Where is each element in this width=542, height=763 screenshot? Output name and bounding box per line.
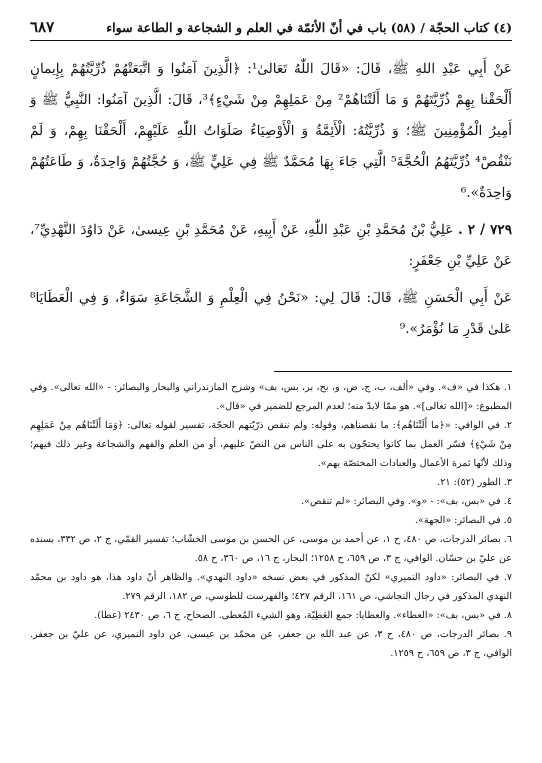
footnote: ٤. في «بس، بف»: - «و». وفي البصائر: «لم تنقص». xyxy=(301,496,512,507)
paragraph-text: عَنْ أَبِي عَبْدِ اللهِ ﷺ، قَالَ: «قَالَ اللّٰهُ تَعَالىٰ¹: ﴿الَّذِينَ آمَنُوا وَ اتَّبَعَتْهُمْ ذُرِّيَّتُهُمْ بِإِيمانٍ أَلْحَقْنا بِهِمْ ذُرِّيَّتَهُمْ وَ مَا أَلَتْنَاهُمْ² مِنْ عَمَلِهِمْ مِنْ شَيْءٍ﴾³، قَالَ: الَّذِينَ آمَنُوا: النَّبِيُّ ﷺ وَ أَمِيرُ الْمُؤْمِنِينَ ﷺ؛ وَ ذُرِّيَّتُهُ: الْأَئِمَّةُ وَ الْأَوْصِيَاءُ صَلَوَاتُ اللّٰهِ عَلَيْهِمْ، أَلْحَقْنَا بِهِمْ، وَ لَمْ نَنْقُصْ⁴ ذُرِّيَّتَهُمُ الْحُجَّةَ⁵ الَّتِي جَاءَ بِهَا مُحَمَّدٌ ﷺ فِي عَلِيٍّ ﷺ، وَ حُجَّتُهُمْ وَاحِدَةٌ، وَ طَاعَتُهُمْ وَاحِدَةٌ».⁶ xyxy=(30,61,513,201)
footnotes xyxy=(30,378,512,663)
footnote: ٧. في البصائر: «داود النميري» لكنّ المذكور في بعض نسخه «داود النهدي». والظاهر أنّ داود هذا، هو داود بن محمّد النهدي المذكور في رجال النجاشي، ص ١٦١، الرقم ٤٢٧؛ والفهرست للطوسي، ص ١٨٢، الرقم ٢٧٩. xyxy=(30,572,512,602)
footnote: ١. هكذا في «ف». وفي «ألف، ب، ج، ض، و، بح، بر، بس، بف» وشرح المازندراني والبحار والبصائر: - «الله تعالى». وفي المطبوع: «[الله تعالى]». هو ممّا لابدّ منه؛ لعدم المرجع للضمير في «قال». xyxy=(30,382,512,412)
footnote: ٦. بصائر الدرجات، ص ٤٨٠، ح ١، عن أحمد بن موسى، عن الحسن بن موسى الخشّاب؛ تفسير القمّي، ج ٢، ص ٣٣٢، بسنده عن عليّ بن حسّان. الوافي، ج ٣، ص ٦٥٩، ح ١٢٥٨؛ البحار، ج ١٦، ص ٣٦٠، ح ٥٨. xyxy=(30,534,513,564)
page-number: ٦٨٧ xyxy=(30,18,55,36)
footnote: ٨. في «بس، بف»: «العطاء». والعطايا: جمع العَطِيّة، وهو الشيء المُعطى. الصحاح، ج ٦، ص ٢٤٣٠ (عطا). xyxy=(94,610,512,621)
main-text xyxy=(30,54,512,345)
running-head: (٤) كتاب الحجّة / (٥٨) باب في أنّ الأئمّة في العلم و الشجاعة و الطاعة سواء xyxy=(106,19,512,35)
hadith-paragraph xyxy=(30,54,512,209)
footnote: ٩. بصائر الدرجات، ص ٤٨٠، ح ٣، عن عبد الله بن جعفر، عن محمّد بن عيسى، عن داود النميري، عن عليّ بن جعفر. الوافي، ج ٣، ص ٦٥٩، ح ١٢٥٩. xyxy=(30,629,513,659)
footnote: ٣. الطور (٥٢): ٢١. xyxy=(437,477,512,488)
paragraph-text: عَلِيُّ بْنُ مُحَمَّدِ بْنِ عَبْدِ اللّٰهِ، عَنْ أَبِيهِ، عَنْ مُحَمَّدِ بْنِ عِيسىٰ، عَنْ دَاوُدَ النَّهْدِيِّ⁷، عَنْ عَلِيِّ بْنِ جَعْفَرٍ: xyxy=(30,222,512,269)
hadith-number: ٧٢٩ / ٢ . xyxy=(458,222,512,238)
hadith-chain-paragraph xyxy=(30,215,512,277)
hadith-paragraph xyxy=(30,283,512,345)
footnote: ٢. في الوافي: «﴿ما أَلَتْنَاهُم﴾: ما نقصناهم، وقوله: ولم ننقص ذرّيّتهم الحجّة، تفسير لقوله تعالى: ﴿وَمَا أَلَتْنَاهُم مِنْ عَمَلِهِم مِنْ شَيْءٍ﴾ فسّر العمل بما كانوا يحتجّون به على الناس من النصّ عليهم، أو من العلم والفهم والشجاعة وغير ذلك فيهم؛ وذلك لأنّها ثمرة الأعمال والعبادات المختصّة بهم». xyxy=(30,420,512,469)
footnote: ٥. في البصائر: «الجهة». xyxy=(415,515,512,526)
paragraph-text: عَنْ أَبِي الْحَسَنِ ﷺ، قَالَ: قَالَ لِي: «نَحْنُ فِي الْعِلْمِ وَ الشَّجَاعَةِ سَوَاءٌ، وَ فِي الْعَطَايَا⁸ عَلىٰ قَدْرِ مَا نُؤْمَرُ».⁹ xyxy=(30,290,512,337)
page-header xyxy=(30,14,512,41)
footnote-separator xyxy=(274,371,512,372)
